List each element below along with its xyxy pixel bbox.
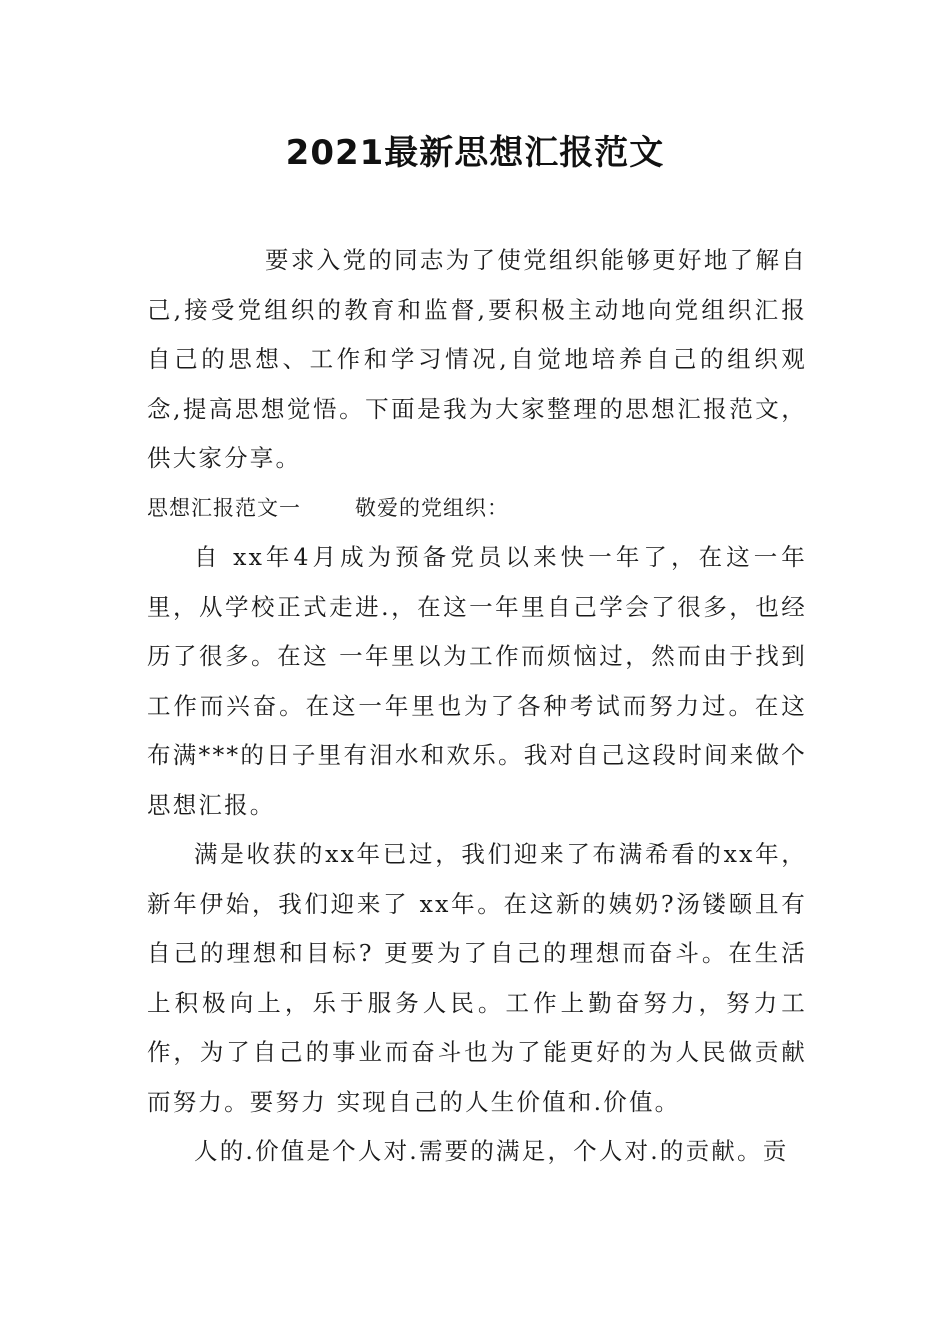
document-body bbox=[147, 236, 807, 1177]
salutation: 敬爱的党组织： bbox=[355, 495, 509, 520]
section-heading-line bbox=[147, 484, 807, 534]
intro-paragraph: 要求入党的同志为了使党组织能够更好地了解自己,接受党组织的教育和监督,要积极主动地向党组织汇报自己的思想、工作和学习情况,自觉地培养自己的组织观念,提高思想觉悟。下面是我为大家整理的思想汇报范文，供大家分享。 bbox=[147, 246, 807, 472]
section-heading: 思想汇报范文一 bbox=[147, 495, 301, 520]
body-paragraph-1: 自 xx年4月成为预备党员以来快一年了，在这一年里，从学校正式走进.，在这一年里自己学会了很多，也经历了很多。在这 一年里以为工作而烦恼过，然而由于找到工作而兴奋。在这一年里也为了各种考试而努力过。在这布满***的日子里有泪水和欢乐。我对自己这段时间来做个思想汇报。 bbox=[147, 543, 807, 819]
body-paragraph-3: 人的.价值是个人对.需要的满足，个人对.的贡献。贡 bbox=[194, 1137, 789, 1165]
document-title: 2021最新思想汇报范文 bbox=[285, 133, 665, 173]
body-paragraph-2: 满是收获的xx年已过，我们迎来了布满希看的xx年，新年伊始，我们迎来了 xx年。在这新的姨奶?汤镂颐且有自己的理想和目标? 更要为了自己的理想而奋斗。在生活上积极向上，乐于服务人民。工作上勤奋努力，努力工作，为了自己的事业而奋斗也为了能更好的为人民做贡献而努力。要努力 实现自己的人生价值和.价值。 bbox=[147, 840, 807, 1116]
